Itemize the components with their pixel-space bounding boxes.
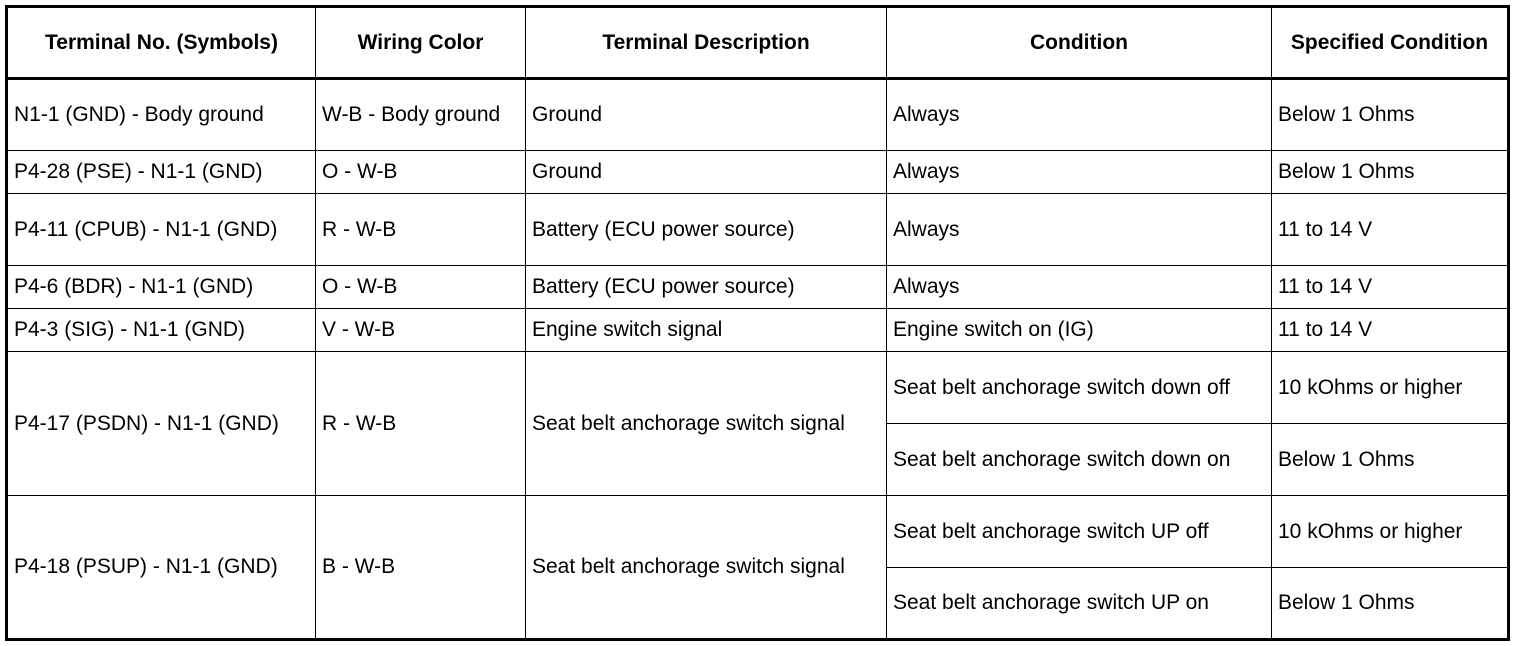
specified-condition-cell: Below 1 Ohms <box>1272 151 1509 194</box>
description-cell: Engine switch signal <box>526 309 887 352</box>
description-cell: Ground <box>526 79 887 151</box>
condition-cell: Always <box>887 194 1272 266</box>
condition-cell: Always <box>887 266 1272 309</box>
terminal-cell: P4-3 (SIG) - N1-1 (GND) <box>7 309 316 352</box>
wiring-color-cell: V - W-B <box>316 309 526 352</box>
wiring-color-cell: O - W-B <box>316 151 526 194</box>
header-specified-condition: Specified Condition <box>1272 7 1509 79</box>
wiring-color-cell: O - W-B <box>316 266 526 309</box>
header-wiring-color: Wiring Color <box>316 7 526 79</box>
specified-condition-cell: 10 kOhms or higher <box>1272 352 1509 424</box>
wiring-color-cell: W-B - Body ground <box>316 79 526 151</box>
condition-cell: Engine switch on (IG) <box>887 309 1272 352</box>
specified-condition-cell: 10 kOhms or higher <box>1272 496 1509 568</box>
table-row <box>7 352 1509 424</box>
wiring-color-cell: R - W-B <box>316 352 526 496</box>
terminal-inspection-table <box>5 5 1510 641</box>
description-cell: Battery (ECU power source) <box>526 194 887 266</box>
specified-condition-cell: Below 1 Ohms <box>1272 79 1509 151</box>
condition-cell: Seat belt anchorage switch down on <box>887 424 1272 496</box>
condition-cell: Seat belt anchorage switch down off <box>887 352 1272 424</box>
header-terminal: Terminal No. (Symbols) <box>7 7 316 79</box>
terminal-cell: P4-6 (BDR) - N1-1 (GND) <box>7 266 316 309</box>
table-row <box>7 79 1509 151</box>
header-row <box>7 7 1509 79</box>
wiring-color-cell: B - W-B <box>316 496 526 640</box>
condition-cell: Seat belt anchorage switch UP off <box>887 496 1272 568</box>
specified-condition-cell: 11 to 14 V <box>1272 309 1509 352</box>
condition-cell: Seat belt anchorage switch UP on <box>887 568 1272 640</box>
table-row <box>7 309 1509 352</box>
terminal-cell: N1-1 (GND) - Body ground <box>7 79 316 151</box>
table-row <box>7 151 1509 194</box>
terminal-cell: P4-17 (PSDN) - N1-1 (GND) <box>7 352 316 496</box>
description-cell: Battery (ECU power source) <box>526 266 887 309</box>
specified-condition-cell: 11 to 14 V <box>1272 266 1509 309</box>
terminal-cell: P4-28 (PSE) - N1-1 (GND) <box>7 151 316 194</box>
terminal-cell: P4-11 (CPUB) - N1-1 (GND) <box>7 194 316 266</box>
condition-cell: Always <box>887 79 1272 151</box>
terminal-cell: P4-18 (PSUP) - N1-1 (GND) <box>7 496 316 640</box>
specified-condition-cell: 11 to 14 V <box>1272 194 1509 266</box>
condition-cell: Always <box>887 151 1272 194</box>
table-row <box>7 194 1509 266</box>
table-row <box>7 266 1509 309</box>
specified-condition-cell: Below 1 Ohms <box>1272 568 1509 640</box>
header-condition: Condition <box>887 7 1272 79</box>
wiring-color-cell: R - W-B <box>316 194 526 266</box>
description-cell: Seat belt anchorage switch signal <box>526 352 887 496</box>
description-cell: Ground <box>526 151 887 194</box>
table-row <box>7 496 1509 568</box>
description-cell: Seat belt anchorage switch signal <box>526 496 887 640</box>
header-terminal-description: Terminal Description <box>526 7 887 79</box>
specified-condition-cell: Below 1 Ohms <box>1272 424 1509 496</box>
